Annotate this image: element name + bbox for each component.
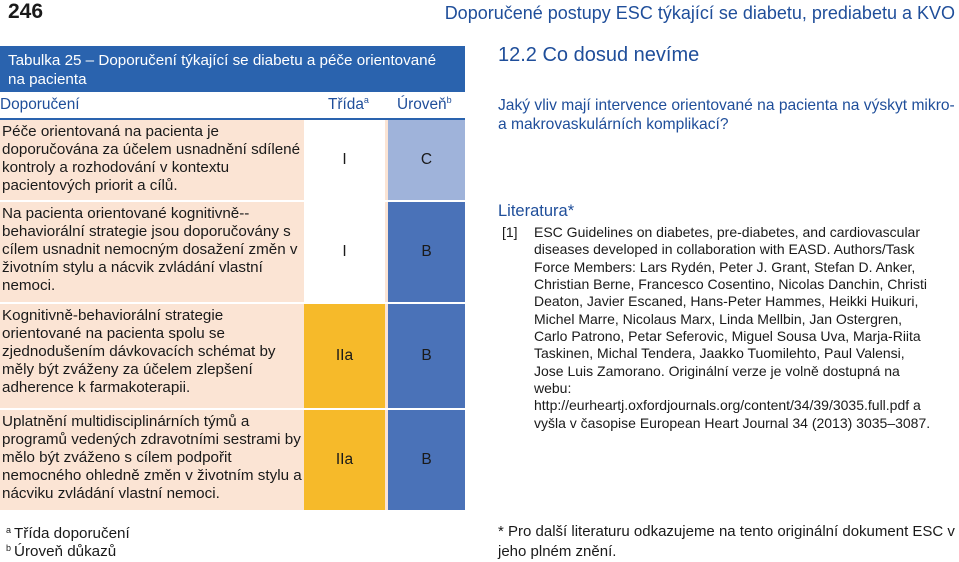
class-footnote-mark: a (363, 95, 369, 105)
footnote (6, 543, 130, 561)
footnote-mark: a (6, 525, 12, 535)
table-row (0, 410, 465, 512)
level-label: Úroveň (397, 96, 447, 113)
column-header-level (397, 92, 452, 118)
recommendation-text: Kognitivně-behaviorální strategie orientované na pacienta spolu se zjednodušením dávkovacích schémat by měly být zváženy za účelem zlepšení adherence k farmakoterapii. (2, 307, 276, 396)
level-cell: C (388, 120, 465, 200)
table-header (0, 92, 465, 120)
recommendation-text: Na pacienta orientované kognitivně--behaviorální strategie jsou doporučovány s cílem usnadnit nemocným dosažení změn v životním stylu a nácvik zvládání vlastní nemoci. (2, 205, 298, 294)
level-cell: B (388, 304, 465, 408)
open-question: Jaký vliv mají intervence orientované na pacienta na výskyt mikro- a makrovaskulárních komplikací? (498, 97, 955, 133)
class-cell: I (304, 120, 385, 200)
footnote-text: Třída doporučení (14, 525, 130, 542)
footnote-mark: b (6, 543, 12, 553)
recommendation-text: Péče orientovaná na pacienta je doporučována za účelem usnadnění sdílené kontroly a rozhodování v kontextu pacientových priorit a cílů. (2, 123, 301, 194)
level-cell: B (388, 202, 465, 302)
level-cell: B (388, 410, 465, 510)
table-footnotes (6, 525, 130, 561)
reference-text: ESC Guidelines on diabetes, pre-diabetes, and cardiovascular diseases developed in collaboration with EASD. Authors/Task Force Members: Lars Rydén, Peter J. Grant, Stefan D. Anker, Christian Berne, Francesco Cosentino, Nicolas Danchin, Christi Deaton, Javier Escaned, Hans-Peter Hammes, Heikki Huikuri, Michel Marre, Nicolaus Marx, Linda Mellbin, Jan Ostergren, Carlo Patrono, Petar Seferovic, Miguel Sousa Uva, Marja-Riita Taskinen, Michal Tendera, Jaakko Tuomilehto, Paul Valensi, Jose Luis Zamorano. Originální verze je volně dostupná na webu: http://eurheartj.oxfordjournals.org/content/34/39/3035.full.pdf a vyšla v časopise European Heart Journal 34 (2013) 3035–3087. (534, 224, 931, 431)
table-row (0, 120, 465, 202)
footnote-text: Úroveň důkazů (14, 543, 117, 560)
class-label: Třída (328, 96, 364, 113)
column-header-class (328, 92, 369, 118)
footnote (6, 525, 130, 543)
recommendation-text: Uplatnění multidisciplinárních týmů a programů vedených zdravotními sestrami by mělo být zváženo s cílem podpořit nemocného ohledně změn v životním stylu a nácviku zvládání vlastní nemoci. (2, 413, 302, 502)
class-cell: IIa (304, 410, 385, 510)
reference-number: [1] (502, 224, 518, 240)
column-header-recommendation: Doporučení (0, 96, 80, 113)
running-header: Doporučené postupy ESC týkající se diabetu, prediabetu a KVO (444, 3, 955, 23)
table-row (0, 304, 465, 410)
table-row (0, 202, 465, 304)
class-cell: I (304, 202, 385, 302)
section-title: 12.2 Co dosud nevíme (498, 44, 700, 66)
literature-note: * Pro další literaturu odkazujeme na tento originální dokument ESC v jeho plném znění. (498, 523, 955, 560)
page-number: 246 (8, 0, 44, 23)
reference-item (498, 224, 958, 432)
literature-heading: Literatura* (498, 202, 575, 220)
recommendations-table (0, 46, 465, 512)
level-footnote-mark: b (446, 95, 452, 105)
class-cell: IIa (304, 304, 385, 408)
table-caption: Tabulka 25 – Doporučení týkající se diabetu a péče orientované na pacienta (0, 46, 465, 92)
